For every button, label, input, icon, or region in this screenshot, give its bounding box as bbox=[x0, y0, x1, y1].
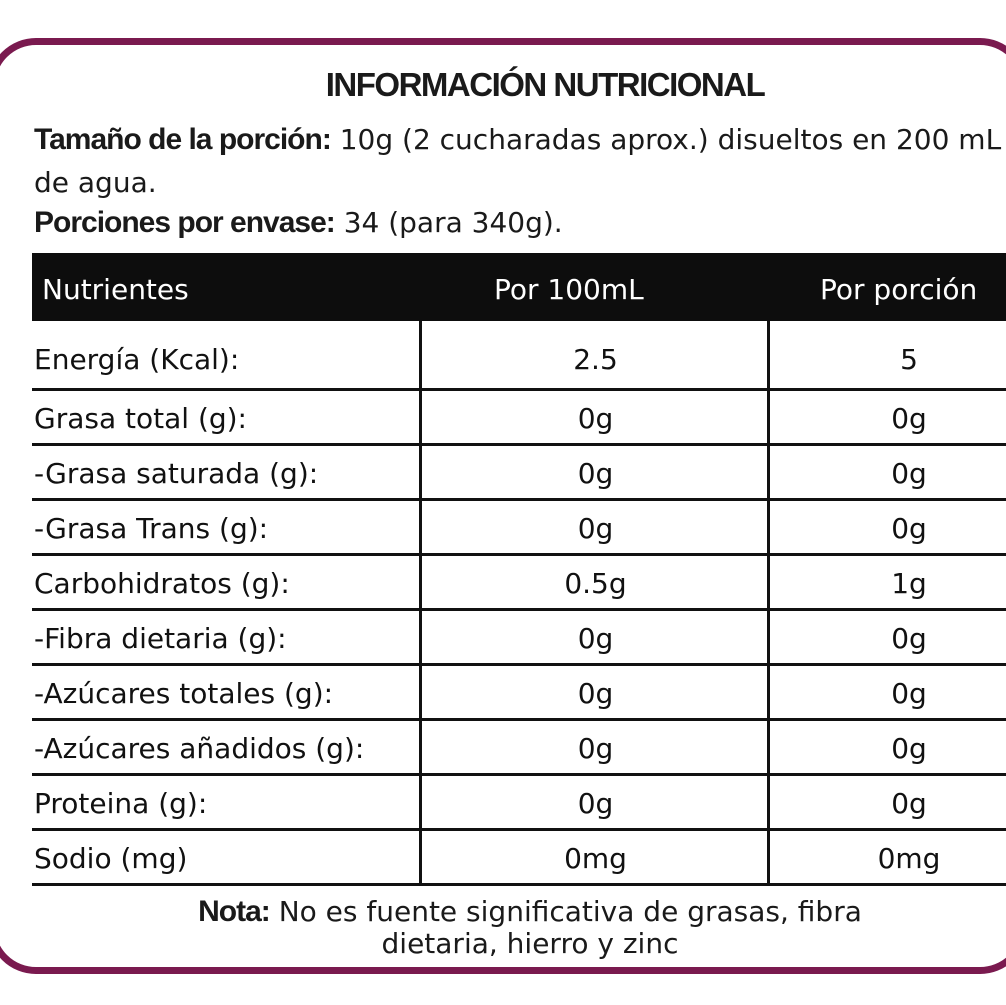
value-per-serving: 0g bbox=[891, 622, 927, 655]
nutrient-name: Energía (Kcal): bbox=[34, 343, 240, 376]
value-per-serving: 1g bbox=[891, 567, 927, 600]
nutrient-name: -Grasa Trans (g): bbox=[34, 512, 269, 545]
table-row bbox=[32, 446, 1006, 501]
footnote-text-2: dietaria, hierro y zinc bbox=[381, 927, 679, 960]
value-per-100ml: 0g bbox=[577, 512, 614, 545]
value-per-serving: 0g bbox=[891, 732, 927, 765]
table-header bbox=[32, 253, 1006, 321]
table-row bbox=[32, 556, 1006, 611]
header-nutrients: Nutrientes bbox=[42, 273, 189, 306]
value-per-100ml: 0g bbox=[577, 787, 614, 820]
nutrient-name: -Fibra dietaria (g): bbox=[34, 622, 287, 655]
table-row bbox=[32, 666, 1006, 721]
column-divider bbox=[767, 321, 770, 884]
table-row bbox=[32, 321, 1006, 391]
value-per-100ml: 0g bbox=[577, 622, 614, 655]
value-per-serving: 0g bbox=[891, 457, 927, 490]
column-divider bbox=[419, 321, 422, 884]
nutrition-table-body bbox=[32, 321, 1006, 886]
serving-size-value: 10g (2 cucharadas aprox.) disueltos en 200 mL de agua. bbox=[34, 123, 1002, 199]
nutrient-name: Proteina (g): bbox=[34, 787, 208, 820]
serving-size bbox=[34, 118, 1006, 204]
serving-size-label: Tamaño de la porción: bbox=[34, 123, 331, 156]
table-row bbox=[32, 721, 1006, 776]
nutrient-name: Grasa total (g): bbox=[34, 402, 247, 435]
table-row bbox=[32, 831, 1006, 886]
value-per-100ml: 0g bbox=[577, 402, 614, 435]
nutrient-name: -Azúcares añadidos (g): bbox=[34, 732, 365, 765]
servings-per-container-label: Porciones por envase: bbox=[34, 206, 335, 239]
value-per-100ml: 0g bbox=[577, 732, 614, 765]
value-per-100ml: 0g bbox=[577, 677, 614, 710]
nutrient-name: -Azúcares totales (g): bbox=[34, 677, 334, 710]
header-per-100ml: Por 100mL bbox=[494, 273, 644, 306]
table-row bbox=[32, 501, 1006, 556]
nutrient-name: Sodio (mg) bbox=[34, 842, 188, 875]
servings-per-container bbox=[34, 201, 563, 244]
header-per-serving: Por porción bbox=[820, 273, 978, 306]
footnote-line-1 bbox=[70, 896, 990, 928]
value-per-serving: 5 bbox=[900, 343, 918, 376]
value-per-100ml: 0mg bbox=[564, 842, 627, 875]
footnote-label: Nota: bbox=[198, 895, 270, 928]
value-per-100ml: 0g bbox=[577, 457, 614, 490]
nutrient-name: -Grasa saturada (g): bbox=[34, 457, 319, 490]
value-per-serving: 0g bbox=[891, 677, 927, 710]
nutrient-name: Carbohidratos (g): bbox=[34, 567, 290, 600]
table-row bbox=[32, 611, 1006, 666]
servings-per-container-value: 34 (para 340g). bbox=[343, 206, 563, 239]
table-row bbox=[32, 391, 1006, 446]
label-title: INFORMACIÓN NUTRICIONAL bbox=[325, 66, 765, 103]
value-per-100ml: 2.5 bbox=[573, 343, 618, 376]
value-per-serving: 0g bbox=[891, 787, 927, 820]
value-per-serving: 0mg bbox=[877, 842, 941, 875]
table-row bbox=[32, 776, 1006, 831]
value-per-serving: 0g bbox=[891, 512, 927, 545]
footnote bbox=[70, 896, 990, 960]
value-per-serving: 0g bbox=[891, 402, 927, 435]
footnote-text-1: No es fuente significativa de grasas, fibra bbox=[278, 895, 862, 928]
value-per-100ml: 0.5g bbox=[564, 567, 627, 600]
